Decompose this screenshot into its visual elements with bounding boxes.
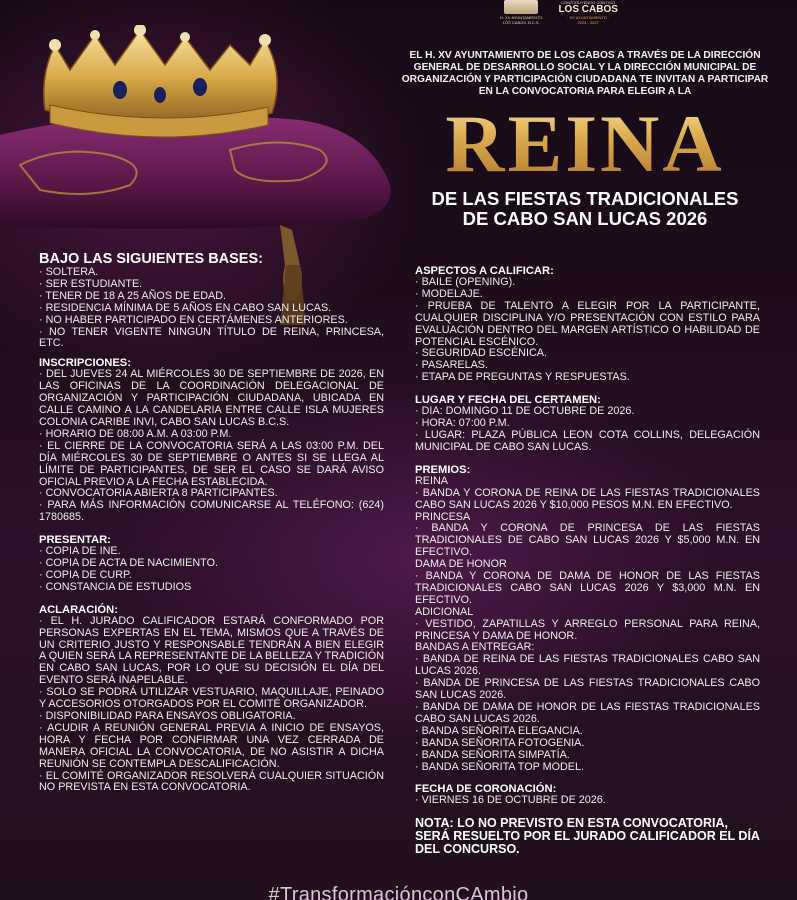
crown-icon	[44, 25, 277, 137]
list-item: · COPIA DE ACTA DE NACIMIENTO.	[39, 557, 218, 570]
presentar-title: PRESENTAR:	[39, 534, 111, 547]
list-item: · ACUDIR A REUNIÓN GENERAL PREVIA A INICIO DE ENSAYOS, HORA Y FECHA POR CONFIRMAR UNA VEZ CERRADA DE MANERA OFICIAL LA CONVOCATORIA, DE NO ASISTIR A DICHA REUNIÓN SE CONTEMPLA DESCALIFICACIÓN.	[39, 721, 384, 770]
list-item: · EL COMITÉ ORGANIZADOR RESOLVERÁ CUALQUIER SITUACIÓN NO PREVISTA EN ESTA CONVOCATORIA.	[39, 769, 384, 794]
inscripciones-title: INSCRIPCIONES:	[39, 357, 131, 370]
nota-text: NOTA: LO NO PREVISTO EN ESTA CONVOCATORIA, SERÁ RESUELTO POR EL JURADO CALIFICADOR EL DÍA DEL CONCURSO.	[415, 816, 760, 857]
list-item: · VESTIDO, ZAPATILLAS Y ARREGLO PERSONAL PARA REINA, PRINCESA Y DAMA DE HONOR.	[415, 617, 760, 642]
list-item: · MODELAJE.	[415, 287, 483, 300]
list-item: PRINCESA	[415, 510, 471, 523]
list-item: · NO TENER VIGENTE NINGÚN TÍTULO DE REINA, PRINCESA, ETC.	[39, 325, 384, 350]
list-item: · HORARIO DE 08:00 A.M. A 03:00 P.M.	[39, 427, 232, 440]
aclaracion-title: ACLARACIÓN:	[39, 603, 118, 616]
list-item: · BANDA DE PRINCESA DE LAS FIESTAS TRADICIONALES CABO SAN LUCAS 2026.	[415, 677, 760, 702]
los-cabos-logo	[558, 0, 617, 36]
list-item: · VIERNES 16 DE OCTUBRE DE 2026.	[415, 794, 606, 807]
list-item: · SOLO SE PODRÁ UTILIZAR VESTUARIO, MAQUILLAJE, PEINADO Y ACCESORIOS OTORGADOS POR EL COMITÉ ORGANIZADOR.	[39, 686, 384, 711]
list-item: · BAILE (OPENING).	[415, 276, 516, 288]
left-column	[39, 252, 384, 794]
bases-title: BAJO LAS SIGUIENTES BASES:	[39, 251, 263, 267]
aspectos-title: ASPECTOS A CALIFICAR:	[415, 265, 554, 277]
coronacion-title: FECHA DE CORONACIÓN:	[415, 783, 557, 796]
hashtag: #TransformaciónconCAmbio	[268, 884, 529, 900]
list-item: BANDAS A ENTREGAR:	[415, 641, 535, 654]
list-item: · BANDA SEÑORITA ELEGANCIA.	[415, 724, 583, 737]
list-item: · COPIA DE INE.	[39, 545, 121, 558]
list-item: · LUGAR: PLAZA PÚBLICA LEON COTA COLLINS, DELEGACIÓN MUNICIPAL DE CABO SAN LUCAS.	[415, 428, 760, 453]
ayuntamiento-line2: LOS CABOS, B.C.S.	[502, 20, 540, 25]
list-item: · BANDA SEÑORITA FOTOGENIA.	[415, 736, 585, 749]
ayuntamiento-line1: H. XV AYUNTAMIENTO	[500, 15, 543, 20]
subtitle	[395, 189, 775, 229]
cabos-name: LOS CABOS	[558, 4, 618, 15]
list-item: · CONSTANCIA DE ESTUDIOS	[39, 580, 192, 593]
lugar-title: LUGAR Y FECHA DEL CERTAMEN:	[415, 394, 601, 407]
list-item: · PASARELAS.	[415, 359, 489, 372]
list-item: · ETAPA DE PREGUNTAS Y RESPUESTAS.	[415, 371, 630, 384]
list-item: · EL CIERRE DE LA CONVOCATORIA SERÁ A LAS 03:00 P.M. DEL DÍA MIÉRCOLES 30 DE SEPTIEMBRE O ANTES SI SE LLEGA AL LÍMITE DE PARTICIPANTES, DE SER EL CASO SE DARÁ AVISO OFICIAL PREVIO A LA FECHA ESTABLECIDA.	[39, 439, 384, 488]
list-item: · SER ESTUDIANTE.	[39, 277, 143, 290]
list-item: · HORA: 07:00 P.M.	[415, 417, 510, 430]
premios-title: PREMIOS:	[415, 463, 471, 476]
list-item: · BANDA SEÑORITA SIMPATÍA.	[415, 748, 570, 761]
list-item: · BANDA Y CORONA DE PRINCESA DE LAS FIESTAS TRADICIONALES DE CABO SAN LUCAS 2026 Y $5,000 M.N. EN EFECTIVO.	[415, 522, 760, 559]
list-item: · BANDA SEÑORITA TOP MODEL.	[415, 760, 584, 773]
list-item: DAMA DE HONOR	[415, 558, 507, 571]
header-logos	[500, 0, 660, 36]
list-item: · DEL JUEVES 24 AL MIÉRCOLES 30 DE SEPTIEMBRE DE 2026, EN LAS OFICINAS DE LA COORDINACIÓN DELEGACIONAL DE ORGANIZACIÓN Y PARTICIPACIÓN CIUDADANA, UBICADA EN CALLE CAMINO A LA CANDELARIA ENTRE CALLE ISLA MUJERES COLONIA CARIBE INVI, CABO SAN LUCAS B.C.S.	[39, 368, 384, 428]
list-item: · BANDA Y CORONA DE REINA DE LAS FIESTAS TRADICIONALES CABO SAN LUCAS 2026 Y $10,000 PESOS M.N. EN EFECTIVO.	[415, 486, 760, 511]
cabos-sub: · XV AYUNTAMIENTO ·	[567, 15, 610, 20]
subtitle-line1: DE LAS FIESTAS TRADICIONALES	[431, 188, 739, 209]
list-item: · COPIA DE CURP.	[39, 568, 132, 581]
list-item: · TENER DE 18 A 25 AÑOS DE EDAD.	[39, 289, 227, 302]
list-item: · SOLTERA.	[39, 266, 99, 278]
cabos-years: 2024 - 2027	[577, 20, 599, 25]
list-item: REINA	[415, 474, 448, 487]
list-item: · BANDA DE DAMA DE HONOR DE LAS FIESTAS TRADICIONALES CABO SAN LUCAS 2026.	[415, 701, 760, 725]
main-title: REINA	[395, 103, 775, 185]
list-item: · DIA: DOMINGO 11 DE OCTUBRE DE 2026.	[415, 405, 635, 418]
list-item: · SEGURIDAD ESCÉNICA.	[415, 347, 547, 360]
ayuntamiento-emblem-icon	[504, 0, 538, 14]
list-item: · NO HABER PARTICIPADO EN CERTÁMENES ANTERIORES.	[39, 313, 348, 326]
right-column	[415, 265, 760, 856]
cabos-tagline: CONSTRUYENDO CONTIGO	[561, 0, 616, 5]
list-item: · DISPONIBILIDAD PARA ENSAYOS OBLIGATORIA.	[39, 710, 296, 722]
list-item: · RESIDENCIA MÍNIMA DE 5 AÑOS EN CABO SAN LUCAS.	[39, 301, 332, 314]
intro-text: EL H. XV AYUNTAMIENTO DE LOS CABOS A TRAVÉS DE LA DIRECCIÓN GENERAL DE DESARROLLO SOCIAL Y LA DIRECCIÓN MUNICIPAL DE ORGANIZACIÓN Y PARTICIPACIÓN CIUDADANA TE INVITAN A PARTICIPAR EN LA CONVOCATORIA PARA ELEGIR A LA	[401, 50, 769, 97]
list-item: · PARA MÁS INFORMACIÓN COMUNICARSE AL TELÉFONO: (624) 1780685.	[39, 499, 384, 524]
list-item: · BANDA Y CORONA DE DAMA DE HONOR DE LAS FIESTAS TRADICIONALES CABO SAN LUCAS 2026 Y $3,000 M.N. EN EFECTIVO.	[415, 570, 760, 606]
list-item: · EL H. JURADO CALIFICADOR ESTARÁ CONFORMADO POR PERSONAS EXPERTAS EN EL TEMA, MISMOS QUE A TRAVÉS DE UN CRITERIO JUSTO Y RESPONSABLE TENDRÁN A BIEN ELEGIR A QUIEN SERÁ LA REPRESENTANTE DE LA BELLEZA Y TRADICIÓN EN CABO SAN LUCAS, POR LO QUE SU DECISIÓN EL DÍA DEL EVENTO SERÁ INAPELABLE.	[39, 614, 384, 687]
list-item: · BANDA DE REINA DE LAS FIESTAS TRADICIONALES CABO SAN LUCAS 2026.	[415, 653, 760, 678]
list-item: · PRUEBA DE TALENTO A ELEGIR POR LA PARTICIPANTE, CUALQUIER DISCIPLINA Y/O PRESENTACIÓN CON ESTILO PARA EVALUACIÓN DENTRO DEL MARGEN ARTÍSTICO O HABILIDAD DE POTENCIAL ESCÉNICO.	[415, 299, 760, 348]
list-item: · CONVOCATORIA ABIERTA 8 PARTICIPANTES.	[39, 487, 278, 500]
ayuntamiento-logo	[500, 0, 542, 36]
list-item: ADICIONAL	[415, 605, 474, 618]
subtitle-line2: DE CABO SAN LUCAS 2026	[462, 208, 708, 229]
